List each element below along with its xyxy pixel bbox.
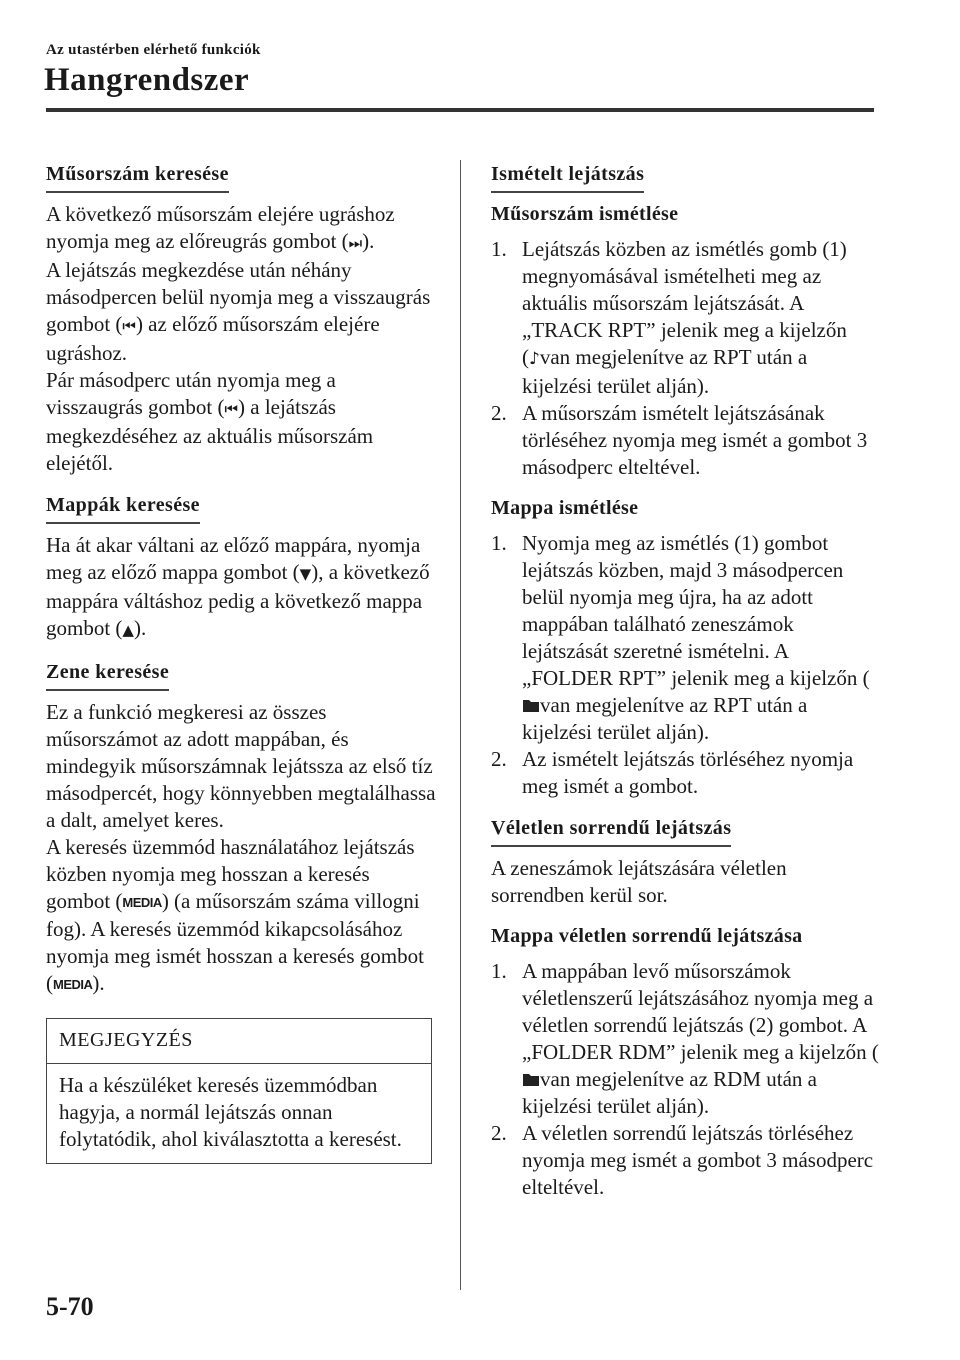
list-item: 1. Nyomja meg az ismétlés (1) gombot lejátszás közben, majd 3 másodpercen belül nyomja meg újra, ha az adott mappában található zeneszámok lejátszását szeretné ismételni. A „FOLDER RPT” jelenik meg a kijelzőn (van megjelenítve az RPT után a kijelzési terület alján). [491,531,870,744]
paragraph: Ha át akar váltani az előző mappára, nyomja meg az előző mappa gombot (▼), a következő mappára váltáshoz pedig a következő mappa gombot (▲). [46,533,430,640]
steps-list [491,530,881,800]
section-title-folder-search: Mappák keresése [46,492,200,524]
title-rule [46,108,874,112]
left-column [46,160,436,1164]
list-item: 2. Az ismételt lejátszás törléséhez nyomja meg ismét a gombot. [491,747,854,798]
triangle-up-icon: ▲ [122,621,134,639]
section-title-random: Véletlen sorrendű lejátszás [491,815,731,847]
paragraph: A lejátszás megkezdése után néhány másodpercen belül nyomja meg a visszaugrás gombot (⏮) az előző műsorszám elejére ugráshoz. [46,258,431,365]
music-note-icon: ♪ [529,349,540,369]
paragraph: Ez a funkció megkeresi az összes műsorszámot az adott mappában, és mindegyik műsorszámnak lejátssza az első tíz másodpercét, hogy könnyebben megtalálhassa a dalt, amelyet keres. [46,700,436,832]
breadcrumb: Az utastérben elérhető funkciók [46,42,261,58]
page-number: 5-70 [46,1292,94,1321]
triangle-down-icon: ▼ [299,565,312,583]
paragraph: A zeneszámok lejátszására véletlen sorrendben kerül sor. [491,856,787,907]
skip-back-icon: ⏮ [224,400,238,418]
column-divider [460,160,461,1290]
skip-forward-icon: ⏭ [348,234,363,252]
section-title-music-scan: Zene keresése [46,659,169,691]
paragraph: A keresés üzemmód használatához lejátszás közben nyomja meg hosszan a keresés gombot (MEDIA) (a műsorszám száma villogni fog). A keresés üzemmód kikapcsolásához nyomja meg ismét hosszan a keresés gombot (MEDIA). [46,834,436,998]
right-column [491,160,881,1215]
note-box [46,1018,432,1164]
note-text: Ha a készüléket keresés üzemmódban hagyja, a normál lejátszás onnan folytatódik, ahol kiválasztotta a keresést. [59,1073,402,1151]
list-item: 2. A véletlen sorrendű lejátszás törléséhez nyomja meg ismét a gombot 3 másodperc elteltével. [491,1121,874,1199]
subsection-title-folder-random: Mappa véletlen sorrendű lejátszása [491,925,803,947]
subsection-title-track-repeat: Műsorszám ismétlése [491,203,679,225]
folder-icon [522,1071,540,1087]
skip-back-icon: ⏮ [122,317,136,335]
list-item: 1. A mappában levő műsorszámok véletlenszerű lejátszásához nyomja meg a véletlen sorrendű lejátszás (2) gombot. A „FOLDER RDM” jelenik meg a kijelzőn (van megjelenítve az RDM után a kijelzési terület alján). [491,959,879,1118]
section-title-track-search: Műsorszám keresése [46,161,229,193]
list-item: 1. Lejátszás közben az ismétlés gomb (1) megnyomásával ismételheti meg az aktuális műsorszám lejátszását. A „TRACK RPT” jelenik meg a kijelzőn (♪van megjelenítve az RPT után a kijelzési terület alján). [491,237,847,398]
steps-list [491,958,881,1201]
section-title-repeat: Ismételt lejátszás [491,161,644,193]
list-item: 2. A műsorszám ismételt lejátszásának törléséhez nyomja meg ismét a gombot 3 másodperc elteltével. [491,401,868,479]
media-button-icon: MEDIA [122,895,162,910]
page-title: Hangrendszer [44,62,250,98]
note-heading: MEGJEGYZÉS [47,1019,431,1064]
steps-list [491,236,881,481]
paragraph: A következő műsorszám elejére ugráshoz nyomja meg az előreugrás gombot (⏭). [46,202,395,253]
media-button-icon: MEDIA [53,977,93,992]
subsection-title-folder-repeat: Mappa ismétlése [491,497,639,519]
folder-icon [522,697,540,713]
paragraph: Pár másodperc után nyomja meg a visszaugrás gombot (⏮) a lejátszás megkezdéséhez az aktuális műsorszám elejétől. [46,368,374,475]
